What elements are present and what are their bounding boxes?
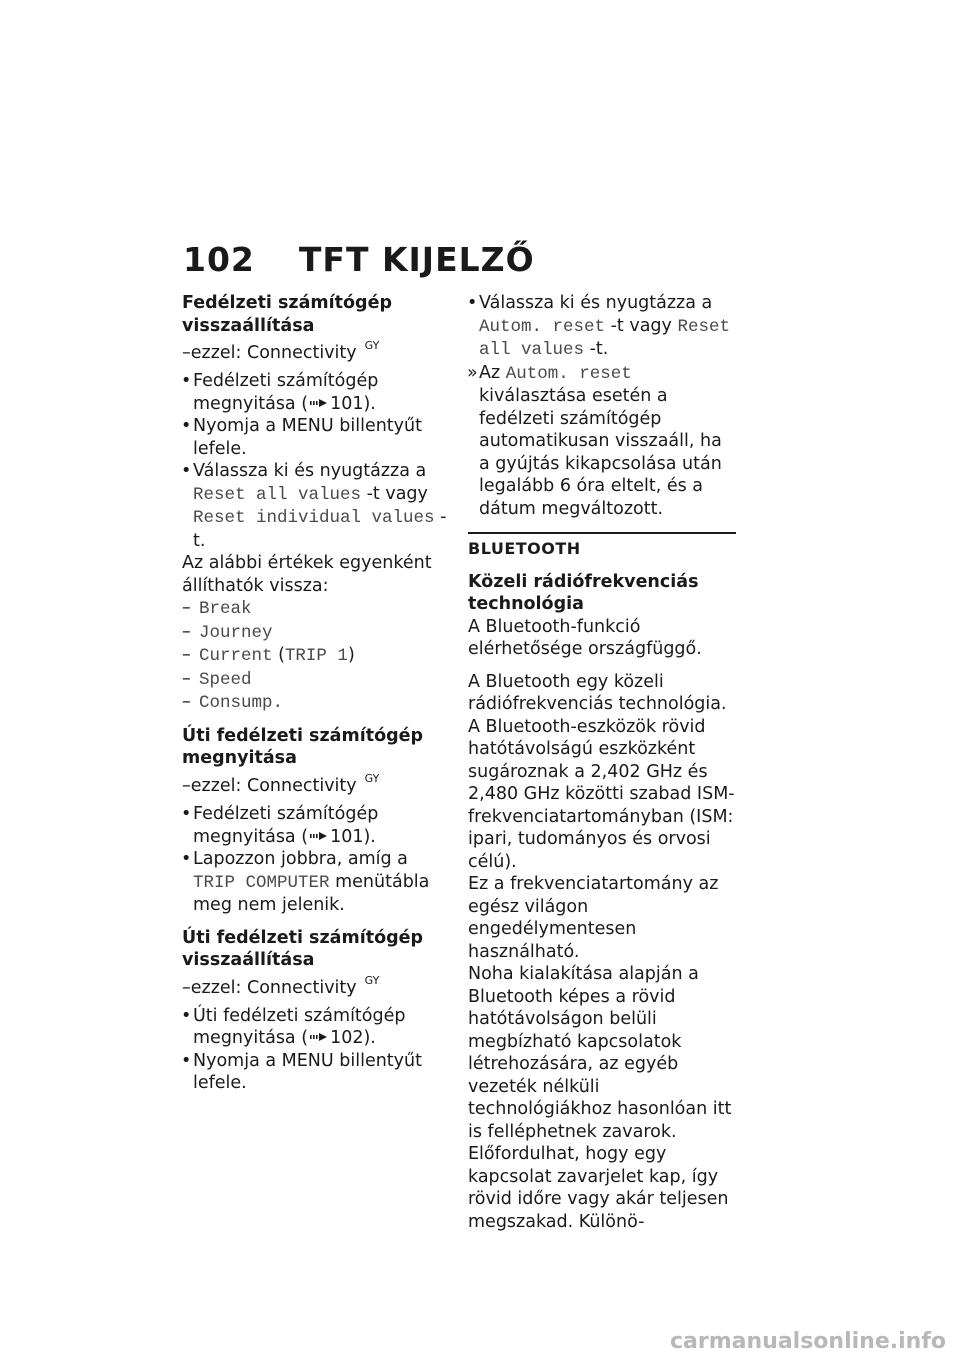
paragraph: Ez a frekvenciatartomány az egész világon engedélymentesen használható. (468, 874, 719, 962)
condition-line (182, 770, 450, 797)
list-item: • Nyomja a MENU billentyűt lefele. (182, 415, 450, 460)
dash-item (182, 621, 450, 645)
list-item-text: Válassza ki és nyugtázza a (479, 293, 713, 313)
menu-option: Journey (199, 622, 273, 643)
section-title: Közeli rádiófrekvenciás technológia (468, 571, 699, 614)
list-item-text: Az (479, 362, 501, 383)
result-item (468, 362, 736, 521)
page-reference[interactable]: 101). (330, 393, 376, 414)
list-item (468, 292, 736, 362)
menu-option: Reset individual values (193, 508, 435, 529)
section-heading: BLUETOOTH (468, 539, 581, 558)
menu-option: TRIP 1 (284, 646, 348, 667)
paragraph: A Bluetooth egy közeli rádiófrekvenciás technológia. A Bluetooth-eszközök rövid hatótávolságú eszközként sugároznak a 2,402 GHz és 2,480 GHz közötti szabad ISM-frekvenciatartományban (ISM: ipari, tudományos és orvosi célú). (468, 671, 735, 872)
menu-option: Autom. reset (505, 363, 632, 384)
instruction-list (182, 370, 450, 552)
page-reference-icon (310, 398, 328, 408)
condition-line (182, 972, 450, 999)
paren: ) (347, 645, 355, 666)
menu-option: Break (199, 599, 252, 620)
menu-option: Consump. (199, 693, 284, 714)
dash-item (182, 668, 450, 692)
list-item-text: -t vagy (366, 483, 428, 504)
country-code: GY (364, 973, 380, 987)
paragraph: A Bluetooth-funkció elérhetősége országfüggő. (468, 616, 702, 659)
section-title: Úti fedélzeti számítógép visszaállítása (182, 927, 424, 971)
page-header (183, 240, 535, 279)
instruction-list (468, 292, 736, 520)
dash-item (182, 691, 450, 715)
section-title: Fedélzeti számítógép visszaállítása (182, 293, 392, 336)
list-item-text: menütábla meg nem jelenik. (193, 871, 430, 916)
page-reference[interactable]: 101). (330, 826, 376, 847)
list-item-text: -t vagy (610, 315, 672, 336)
list-item-text: kiválasztása esetén a fedélzeti számítógép automatikusan visszaáll, ha a gyújtás kikapcsolása után legalább 6 óra eltelt, és a dátum megváltozott. (479, 386, 722, 519)
list-item (182, 848, 450, 917)
list-item-text: Válassza ki és nyugtázza a (193, 461, 427, 482)
menu-option: Current (199, 646, 273, 667)
country-code: GY (364, 339, 380, 352)
instruction-list (182, 1005, 450, 1095)
watermark: carmanualsonline.info (670, 1329, 946, 1354)
list-item-text: Lapozzon jobbra, amíg a (193, 849, 408, 870)
chapter-title: TFT KIJELZŐ (298, 240, 535, 279)
menu-option: Reset all values (479, 316, 730, 360)
menu-option: TRIP COMPUTER (193, 872, 330, 893)
list-item (182, 1005, 450, 1050)
section-title: Úti fedélzeti számítógép megnyitása (182, 725, 424, 769)
page-number: 102 (183, 240, 255, 279)
menu-option: Reset all values (193, 484, 362, 505)
list-item-text: Úti fedélzeti számítógép megnyitása ( (193, 1005, 406, 1049)
right-column (468, 292, 736, 1233)
dash-item (182, 597, 450, 621)
page-reference[interactable]: 102). (330, 1028, 376, 1049)
paragraph: Noha kialakítása alapján a Bluetooth képes a rövid hatótávolságon belüli megbízható kapcsolatok létrehozására, az egyéb vezeték nélküli technológiákhoz hasonlóan itt is felléphetnek zavarok. Előfordulhat, hogy egy kapcsolat zavarjelet kap, így rövid időre vagy akár teljesen megszakad. Különö- (468, 964, 732, 1232)
left-column (182, 292, 450, 1095)
country-code: GY (364, 771, 380, 785)
condition-text: –ezzel: Connectivity (182, 342, 357, 363)
instruction-list (182, 803, 450, 917)
paragraph: Az alábbi értékek egyenként állíthatók vissza: (182, 553, 432, 596)
list-item (182, 460, 450, 552)
list-item-text: -t. (193, 507, 447, 551)
menu-option: Speed (199, 669, 252, 690)
list-item-text: Fedélzeti számítógép megnyitása ( (193, 371, 379, 414)
list-item (182, 803, 450, 848)
page-reference-icon (310, 1032, 328, 1042)
list-item-text: Fedélzeti számítógép megnyitása ( (193, 804, 379, 847)
list-item (182, 370, 450, 415)
page-reference-icon (310, 831, 328, 841)
section-divider (468, 532, 736, 534)
condition-text: –ezzel: Connectivity (182, 775, 357, 796)
condition-text: –ezzel: Connectivity (182, 977, 357, 998)
paren: ( (278, 645, 285, 666)
reset-values-list (182, 597, 450, 715)
menu-option: Autom. reset (479, 316, 606, 337)
list-item-text: -t. (589, 339, 609, 359)
condition-line (182, 337, 450, 364)
list-item: • Nyomja a MENU billentyűt lefele. (182, 1050, 450, 1095)
dash-item (182, 644, 450, 668)
